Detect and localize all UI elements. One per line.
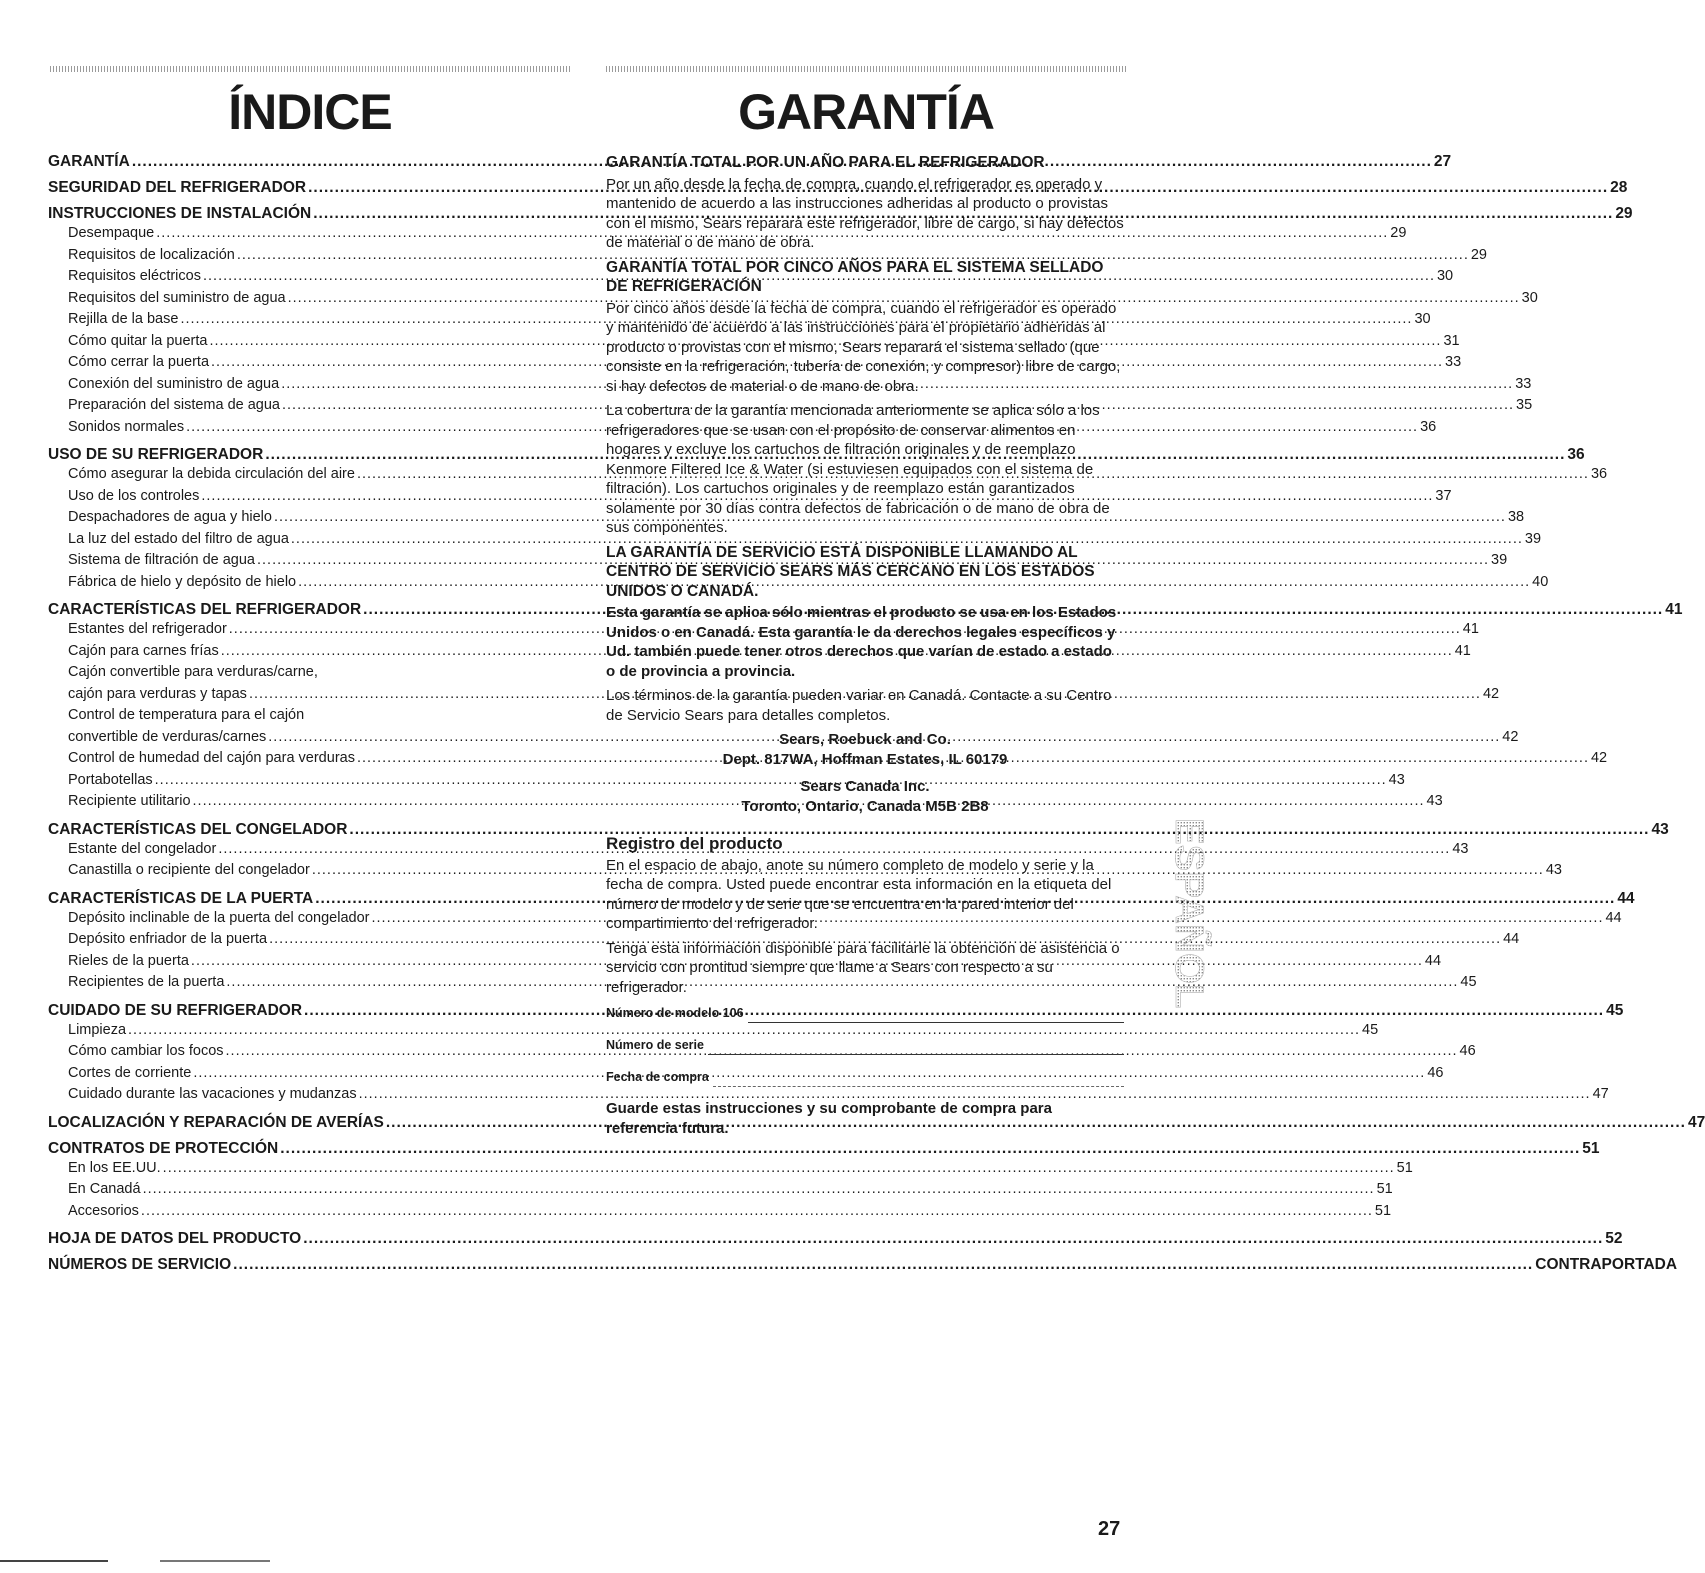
toc-subsection bbox=[48, 332, 1460, 355]
toc-label: Requisitos del suministro de agua bbox=[68, 289, 286, 306]
one-year-warranty-text: Por un año desde la fecha de compra, cuando el refrigerador es operado y mantenido de acuerdo a las instrucciones adheridas al producto o provistas con el mismo, Sears reparará este refrigerador, libre de cargo, si hay defectos de material o de mano de obra. bbox=[606, 175, 1124, 251]
toc-subsection bbox=[48, 397, 1533, 419]
toc-page-number: 43 bbox=[1388, 771, 1405, 788]
canada-terms-text: Los términos de la garantía pueden variar en Canadá. Contacte a su Centro de Servicio Sears para detalles completos. bbox=[606, 687, 1112, 724]
toc-subsection bbox=[48, 552, 1508, 574]
toc-section bbox=[48, 179, 1628, 199]
toc-label: Estantes del refrigerador bbox=[68, 621, 227, 637]
toc-section bbox=[48, 889, 1635, 910]
toc-page-number: 29 bbox=[1390, 225, 1407, 241]
toc-label: Control de humedad del cajón para verduras bbox=[68, 750, 355, 766]
toc-label: Requisitos de localización bbox=[68, 246, 235, 263]
warranty-section bbox=[606, 153, 1124, 1143]
toc-page-number: 31 bbox=[1443, 332, 1460, 349]
toc-label: Cajón para carnes frías bbox=[68, 642, 219, 659]
toc-page-number: 30 bbox=[1436, 268, 1454, 284]
toc-label: INSTRUCCIONES DE INSTALACIÓN bbox=[48, 205, 312, 222]
toc-page-number: 27 bbox=[1433, 153, 1452, 170]
toc-page-number: 52 bbox=[1605, 1230, 1623, 1247]
top-rule-left bbox=[50, 66, 570, 72]
toc-page-number: 43 bbox=[1545, 862, 1562, 878]
toc-subsection bbox=[48, 1021, 1379, 1044]
toc-page-number: 41 bbox=[1462, 621, 1479, 637]
toc-label: Desempaque bbox=[68, 225, 155, 241]
toc-subsection bbox=[48, 642, 1471, 665]
toc-page-number: 51 bbox=[1582, 1139, 1600, 1157]
serial-number-field[interactable] bbox=[606, 1035, 1124, 1055]
toc-subsection bbox=[48, 225, 1407, 247]
toc-subsection bbox=[48, 1181, 1393, 1203]
toc-label: Rejilla de la base bbox=[68, 311, 179, 327]
toc-page-number: 45 bbox=[1606, 1001, 1624, 1019]
toc-label: SEGURIDAD DEL REFRIGERADOR bbox=[48, 179, 307, 196]
toc-label: Recipientes de la puerta bbox=[68, 974, 225, 990]
toc-page-number: 44 bbox=[1503, 931, 1520, 947]
toc-subsection bbox=[48, 418, 1437, 441]
toc-label: HOJA DE DATOS DEL PRODUCTO bbox=[48, 1230, 302, 1247]
toc-page-number: CONTRAPORTADA bbox=[1535, 1256, 1678, 1273]
model-number-line[interactable] bbox=[748, 1008, 1124, 1023]
toc-page-number: 45 bbox=[1362, 1021, 1379, 1038]
toc-page-number: 45 bbox=[1460, 974, 1477, 990]
toc-page-number: 39 bbox=[1524, 530, 1542, 547]
toc-page-number: 42 bbox=[1502, 728, 1519, 745]
toc-label: convertible de verduras/carnes bbox=[68, 728, 267, 745]
toc-subsection bbox=[48, 1202, 1392, 1225]
toc-subsection bbox=[48, 952, 1442, 975]
coverage-text: La cobertura de la garantía mencionada anteriormente se aplica sólo a los refrigeradores que se usan con el propósito de conservar alimentos en hogares y excluye los cartuchos de filtración originales y de reemplazo Kenmore Filtered Ice & Water (si estuviesen equipados con el sistema de filtración). Los cartuchos originales y de reemplazo están garantizados solamente por 30 días contra defectos de fabricación o de mano de obra de sus componentes. bbox=[606, 402, 1110, 536]
serial-number-line[interactable] bbox=[708, 1040, 1124, 1055]
toc-subsection bbox=[48, 862, 1562, 884]
model-number-field[interactable] bbox=[606, 1003, 1124, 1023]
toc-page-number: 43 bbox=[1452, 840, 1469, 857]
toc-label: Accesorios bbox=[68, 1202, 139, 1219]
product-registration-heading: Registro del producto bbox=[606, 834, 783, 853]
toc-label: Preparación del sistema de agua bbox=[68, 397, 280, 413]
page-number: 27 bbox=[1098, 1518, 1121, 1540]
five-year-warranty-heading: GARANTÍA TOTAL POR CINCO AÑOS PARA EL SISTEMA SELLADO DE REFRIGERACIÓN bbox=[606, 258, 1104, 295]
toc-label: Cuidado durante las vacaciones y mudanzas bbox=[68, 1086, 357, 1102]
toc-label: Despachadores de agua y hielo bbox=[68, 509, 272, 525]
toc-page-number: 33 bbox=[1515, 375, 1532, 392]
toc-page-number: 29 bbox=[1615, 205, 1633, 222]
toc-leader-dots bbox=[143, 1181, 1375, 1197]
toc-page-number: 51 bbox=[1374, 1202, 1392, 1219]
model-number-label: Número de modelo 106 bbox=[606, 1005, 744, 1020]
toc-label: Cómo cerrar la puerta bbox=[68, 354, 210, 370]
toc-subsection bbox=[48, 354, 1462, 376]
toc-page-number: 43 bbox=[1651, 820, 1669, 838]
toc-page-number: 38 bbox=[1507, 509, 1525, 525]
one-year-warranty-heading: GARANTÍA TOTAL POR UN AÑO PARA EL REFRIGERADOR bbox=[606, 154, 1045, 171]
toc-section bbox=[48, 601, 1683, 621]
toc-label: Depósito enfriador de la puerta bbox=[68, 931, 268, 947]
toc-section bbox=[48, 1230, 1623, 1250]
purchase-date-field[interactable] bbox=[606, 1067, 1124, 1087]
toc-page-number: 43 bbox=[1426, 793, 1443, 809]
usage-scope-text: Esta garantía se aplica sólo mientras el producto se usa en los Estados Unidos o en Canadá. Esta garantía le da derechos legales específicos y Ud. también puede tener otros derechos que varían de estado a estado o de provincia a provincia. bbox=[606, 604, 1117, 680]
bottom-rule-1 bbox=[0, 1560, 108, 1562]
toc-label: CARACTERÍSTICAS DEL REFRIGERADOR bbox=[48, 601, 362, 618]
toc-label: Depósito inclinable de la puerta del congelador bbox=[68, 909, 370, 926]
toc-page-number: 37 bbox=[1435, 487, 1452, 504]
toc-label: CARACTERÍSTICAS DEL CONGELADOR bbox=[48, 820, 348, 838]
toc-label: Sistema de filtración de agua bbox=[68, 552, 255, 568]
toc-subsection bbox=[48, 974, 1477, 996]
toc-page-number: 39 bbox=[1491, 552, 1508, 568]
toc-page-number: 35 bbox=[1516, 397, 1533, 413]
toc-label: En Canadá bbox=[68, 1181, 141, 1197]
toc-subsection bbox=[48, 311, 1431, 333]
toc-page-number: 36 bbox=[1420, 418, 1437, 435]
toc-subsection bbox=[48, 573, 1549, 596]
toc-page-number: 46 bbox=[1427, 1064, 1444, 1081]
toc-page-number: 30 bbox=[1521, 289, 1538, 306]
toc-page-number: 36 bbox=[1590, 466, 1608, 482]
toc-page-number: 51 bbox=[1396, 1159, 1413, 1176]
toc-label: cajón para verduras y tapas bbox=[68, 685, 247, 702]
toc-label: Sonidos normales bbox=[68, 418, 185, 435]
toc-label: Cómo quitar la puerta bbox=[68, 332, 208, 349]
toc-leader-dots bbox=[163, 1160, 1395, 1176]
toc-page-number: 28 bbox=[1610, 179, 1628, 196]
toc-section bbox=[48, 205, 1633, 225]
toc-label: CARACTERÍSTICAS DE LA PUERTA bbox=[48, 889, 314, 907]
toc-label: LOCALIZACIÓN Y REPARACIÓN DE AVERÍAS bbox=[48, 1113, 384, 1131]
toc-subsection bbox=[48, 931, 1520, 953]
toc-page-number: 41 bbox=[1665, 601, 1683, 618]
toc-subsection bbox=[48, 1086, 1609, 1108]
toc-page-number: 40 bbox=[1532, 573, 1549, 590]
toc-section bbox=[48, 1139, 1600, 1160]
address-line-1: Sears, Roebuck and Co. bbox=[779, 731, 951, 748]
toc-leader-dots bbox=[303, 1230, 1603, 1248]
toc-label: La luz del estado del filtro de agua bbox=[68, 530, 289, 547]
address-line-4: Toronto, Ontario, Canada M5B 2B8 bbox=[741, 797, 989, 815]
toc-label: CUIDADO DE SU REFRIGERADOR bbox=[48, 1001, 303, 1019]
toc-section bbox=[48, 446, 1585, 466]
toc-subsection bbox=[48, 509, 1525, 531]
toc-page-number: 44 bbox=[1605, 909, 1622, 926]
toc-leader-dots bbox=[141, 1203, 1373, 1219]
toc-label: Rieles de la puerta bbox=[68, 952, 189, 969]
registration-note: Tenga esta información disponible para facilitarle la obtención de asistencia o servicio con prontitud siempre que llame a Sears con respecto a su refrigerador. bbox=[606, 939, 1120, 996]
toc-subsection bbox=[48, 487, 1452, 510]
toc-page-number: 30 bbox=[1414, 311, 1431, 327]
toc-label: Cómo asegurar la debida circulación del aire bbox=[68, 466, 355, 482]
toc-page-number: 44 bbox=[1424, 952, 1442, 969]
service-availability-heading: LA GARANTÍA DE SERVICIO ESTÁ DISPONIBLE LLAMANDO AL CENTRO DE SERVICIO SEARS MÁS CERCANO EN LOS ESTADOS UNIDOS O CANADÁ. bbox=[606, 543, 1095, 600]
address-line-3: Sears Canada Inc. bbox=[800, 778, 930, 795]
toc-label: Fábrica de hielo y depósito de hielo bbox=[68, 573, 297, 590]
index-title: ÍNDICE bbox=[228, 84, 392, 140]
purchase-date-line[interactable] bbox=[713, 1072, 1124, 1087]
toc-entry-text: Cajón convertible para verduras/carne, bbox=[68, 664, 318, 680]
toc-label: Requisitos eléctricos bbox=[68, 268, 201, 284]
toc-label: Canastilla o recipiente del congelador bbox=[68, 862, 310, 878]
toc-page-number: 47 bbox=[1687, 1113, 1705, 1131]
toc-page-number: 42 bbox=[1590, 750, 1608, 766]
toc-subsection bbox=[48, 375, 1532, 398]
toc-label: En los EE.UU. bbox=[68, 1159, 161, 1176]
toc-page-number: 44 bbox=[1617, 889, 1635, 907]
toc-label: Cómo cambiar los focos bbox=[68, 1043, 224, 1059]
toc-subsection bbox=[48, 909, 1622, 932]
toc-label: GARANTÍA bbox=[48, 153, 130, 170]
side-tab-text: ESPAÑOL bbox=[1167, 818, 1211, 1009]
warranty-title: GARANTÍA bbox=[738, 84, 994, 140]
toc-label: Portabotellas bbox=[68, 771, 153, 788]
toc-subsection bbox=[48, 466, 1608, 488]
toc-page-number: 29 bbox=[1470, 246, 1487, 263]
toc-section bbox=[48, 1256, 1678, 1276]
toc-leader-dots bbox=[233, 1256, 1533, 1274]
purchase-date-label: Fecha de compra bbox=[606, 1069, 709, 1084]
toc-subsection bbox=[48, 1159, 1413, 1182]
toc-page-number: 47 bbox=[1592, 1086, 1609, 1102]
serial-number-label: Número de serie bbox=[606, 1037, 704, 1052]
closing-note: Guarde estas instrucciones y su comprobante de compra para referencia futura. bbox=[606, 1100, 1052, 1137]
side-tab-graphic bbox=[1148, 818, 1211, 1048]
language-side-tab bbox=[1148, 818, 1211, 1048]
toc-page-number: 42 bbox=[1482, 685, 1500, 702]
toc-label: Cortes de corriente bbox=[68, 1064, 192, 1081]
toc-label: Conexión del suministro de agua bbox=[68, 375, 280, 392]
toc-page-number: 51 bbox=[1376, 1181, 1393, 1197]
registration-instructions: En el espacio de abajo, anote su número completo de modelo y serie y la fecha de compra. Usted puede encontrar esta información en la etiqueta del número de modelo y de serie que se encuentra en la pared interior del compartimiento del refrigerador. bbox=[606, 856, 1112, 932]
toc-page-number: 36 bbox=[1567, 446, 1585, 463]
toc-subsection bbox=[48, 530, 1542, 553]
toc-label: Recipiente utilitario bbox=[68, 793, 191, 809]
toc-label: Uso de los controles bbox=[68, 487, 200, 504]
toc-page-number: 33 bbox=[1445, 354, 1462, 370]
toc-subsection bbox=[48, 246, 1487, 269]
toc-label: Estante del congelador bbox=[68, 840, 217, 857]
toc-label: USO DE SU REFRIGERADOR bbox=[48, 446, 264, 463]
toc-page-number: 41 bbox=[1454, 642, 1471, 659]
toc-label: NÚMEROS DE SERVICIO bbox=[48, 1256, 232, 1273]
toc-section bbox=[48, 820, 1669, 841]
toc-subsection bbox=[48, 621, 1479, 643]
toc-subsection bbox=[48, 289, 1538, 312]
address-line-2: Dept. 817WA, Hoffman Estates, IL 60179 bbox=[722, 750, 1008, 768]
toc-page-number: 46 bbox=[1459, 1043, 1476, 1059]
five-year-warranty-text: Por cinco años desde la fecha de compra, cuando el refrigerador es operado y mantenido de acuerdo a las instrucciones para el propietario adheridas al producto o provistas con el mismo, Sears reparará el sistema sellado (que consiste en la refrigeración, tubería de conexión, y compresor) libre de cargo, si hay defectos de material o de mano de obra. bbox=[606, 299, 1121, 395]
top-rule-right bbox=[606, 66, 1126, 72]
toc-entry-text: Control de temperatura para el cajón bbox=[68, 707, 305, 723]
bottom-rule-2 bbox=[160, 1560, 270, 1562]
toc-label: CONTRATOS DE PROTECCIÓN bbox=[48, 1139, 279, 1157]
toc-label: Limpieza bbox=[68, 1021, 127, 1038]
